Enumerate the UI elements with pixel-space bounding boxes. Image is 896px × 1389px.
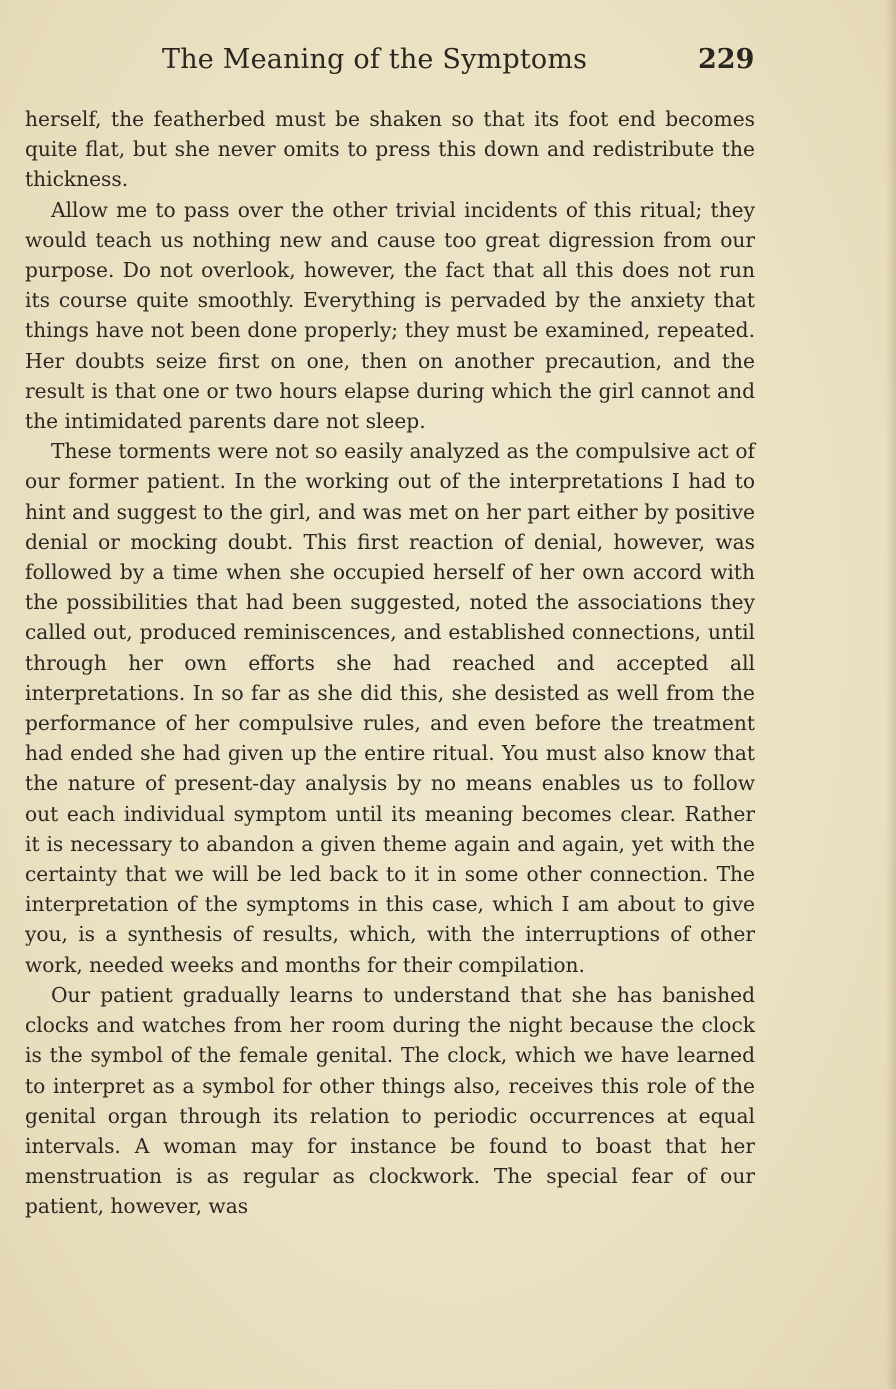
paragraph: These torments were not so easily analyzed as the compulsive act of our former patient. In the working out of the interpretations I had to hint and suggest to the girl, and was met on her part either by positive denial or mocking doubt. This first reaction of denial, however, was followed by a time when she occupied herself of her own accord with the possibilities that had been suggested, noted the associations they called out, produced reminiscences, and established connections, until through her own efforts she had reached and accepted all interpretations. In so far as she did this, she desisted as well from the performance of her compulsive rules, and even before the treatment had ended she had given up the entire ritual. You must also know that the nature of present-day analysis by no means enables us to follow out each individual symptom until its meaning becomes clear. Rather it is necessary to abandon a given theme again and again, yet with the certainty that we will be led back to it in some other connection. The interpretation of the symptoms in this case, which I am about to give you, is a synthesis of results, which, with the interruptions of other work, needed weeks and months for their compilation.: [25, 439, 755, 977]
body-text: [25, 104, 755, 1222]
page-edge-shadow: [886, 0, 896, 1389]
paragraph: Allow me to pass over the other trivial incidents of this ritual; they would teach us nothing new and cause too great digression from our purpose. Do not overlook, however, the fact that all this does not run its course quite smoothly. Everything is pervaded by the anxiety that things have not been done properly; they must be examined, repeated. Her doubts seize first on one, then on another precaution, and the result is that one or two hours elapse during which the girl cannot and the intimidated parents dare not sleep.: [25, 197, 755, 434]
chapter-title: The Meaning of the Symptoms: [162, 44, 588, 75]
paragraph: Our patient gradually learns to understand that she has banished clocks and watches from her room during the night because the clock is the symbol of the female genital. The clock, which we have learned to interpret as a symbol for other things also, receives this role of the genital organ through its relation to periodic occurrences at equal intervals. A woman may for instance be found to boast that her menstruation is as regular as clockwork. The special fear of our patient, however, was: [25, 982, 755, 1219]
running-header: [0, 42, 896, 82]
page-number: 229: [698, 44, 755, 75]
paragraph: herself, the featherbed must be shaken so that its foot end becomes quite flat, but she never omits to press this down and redistribute the thickness.: [25, 107, 755, 192]
